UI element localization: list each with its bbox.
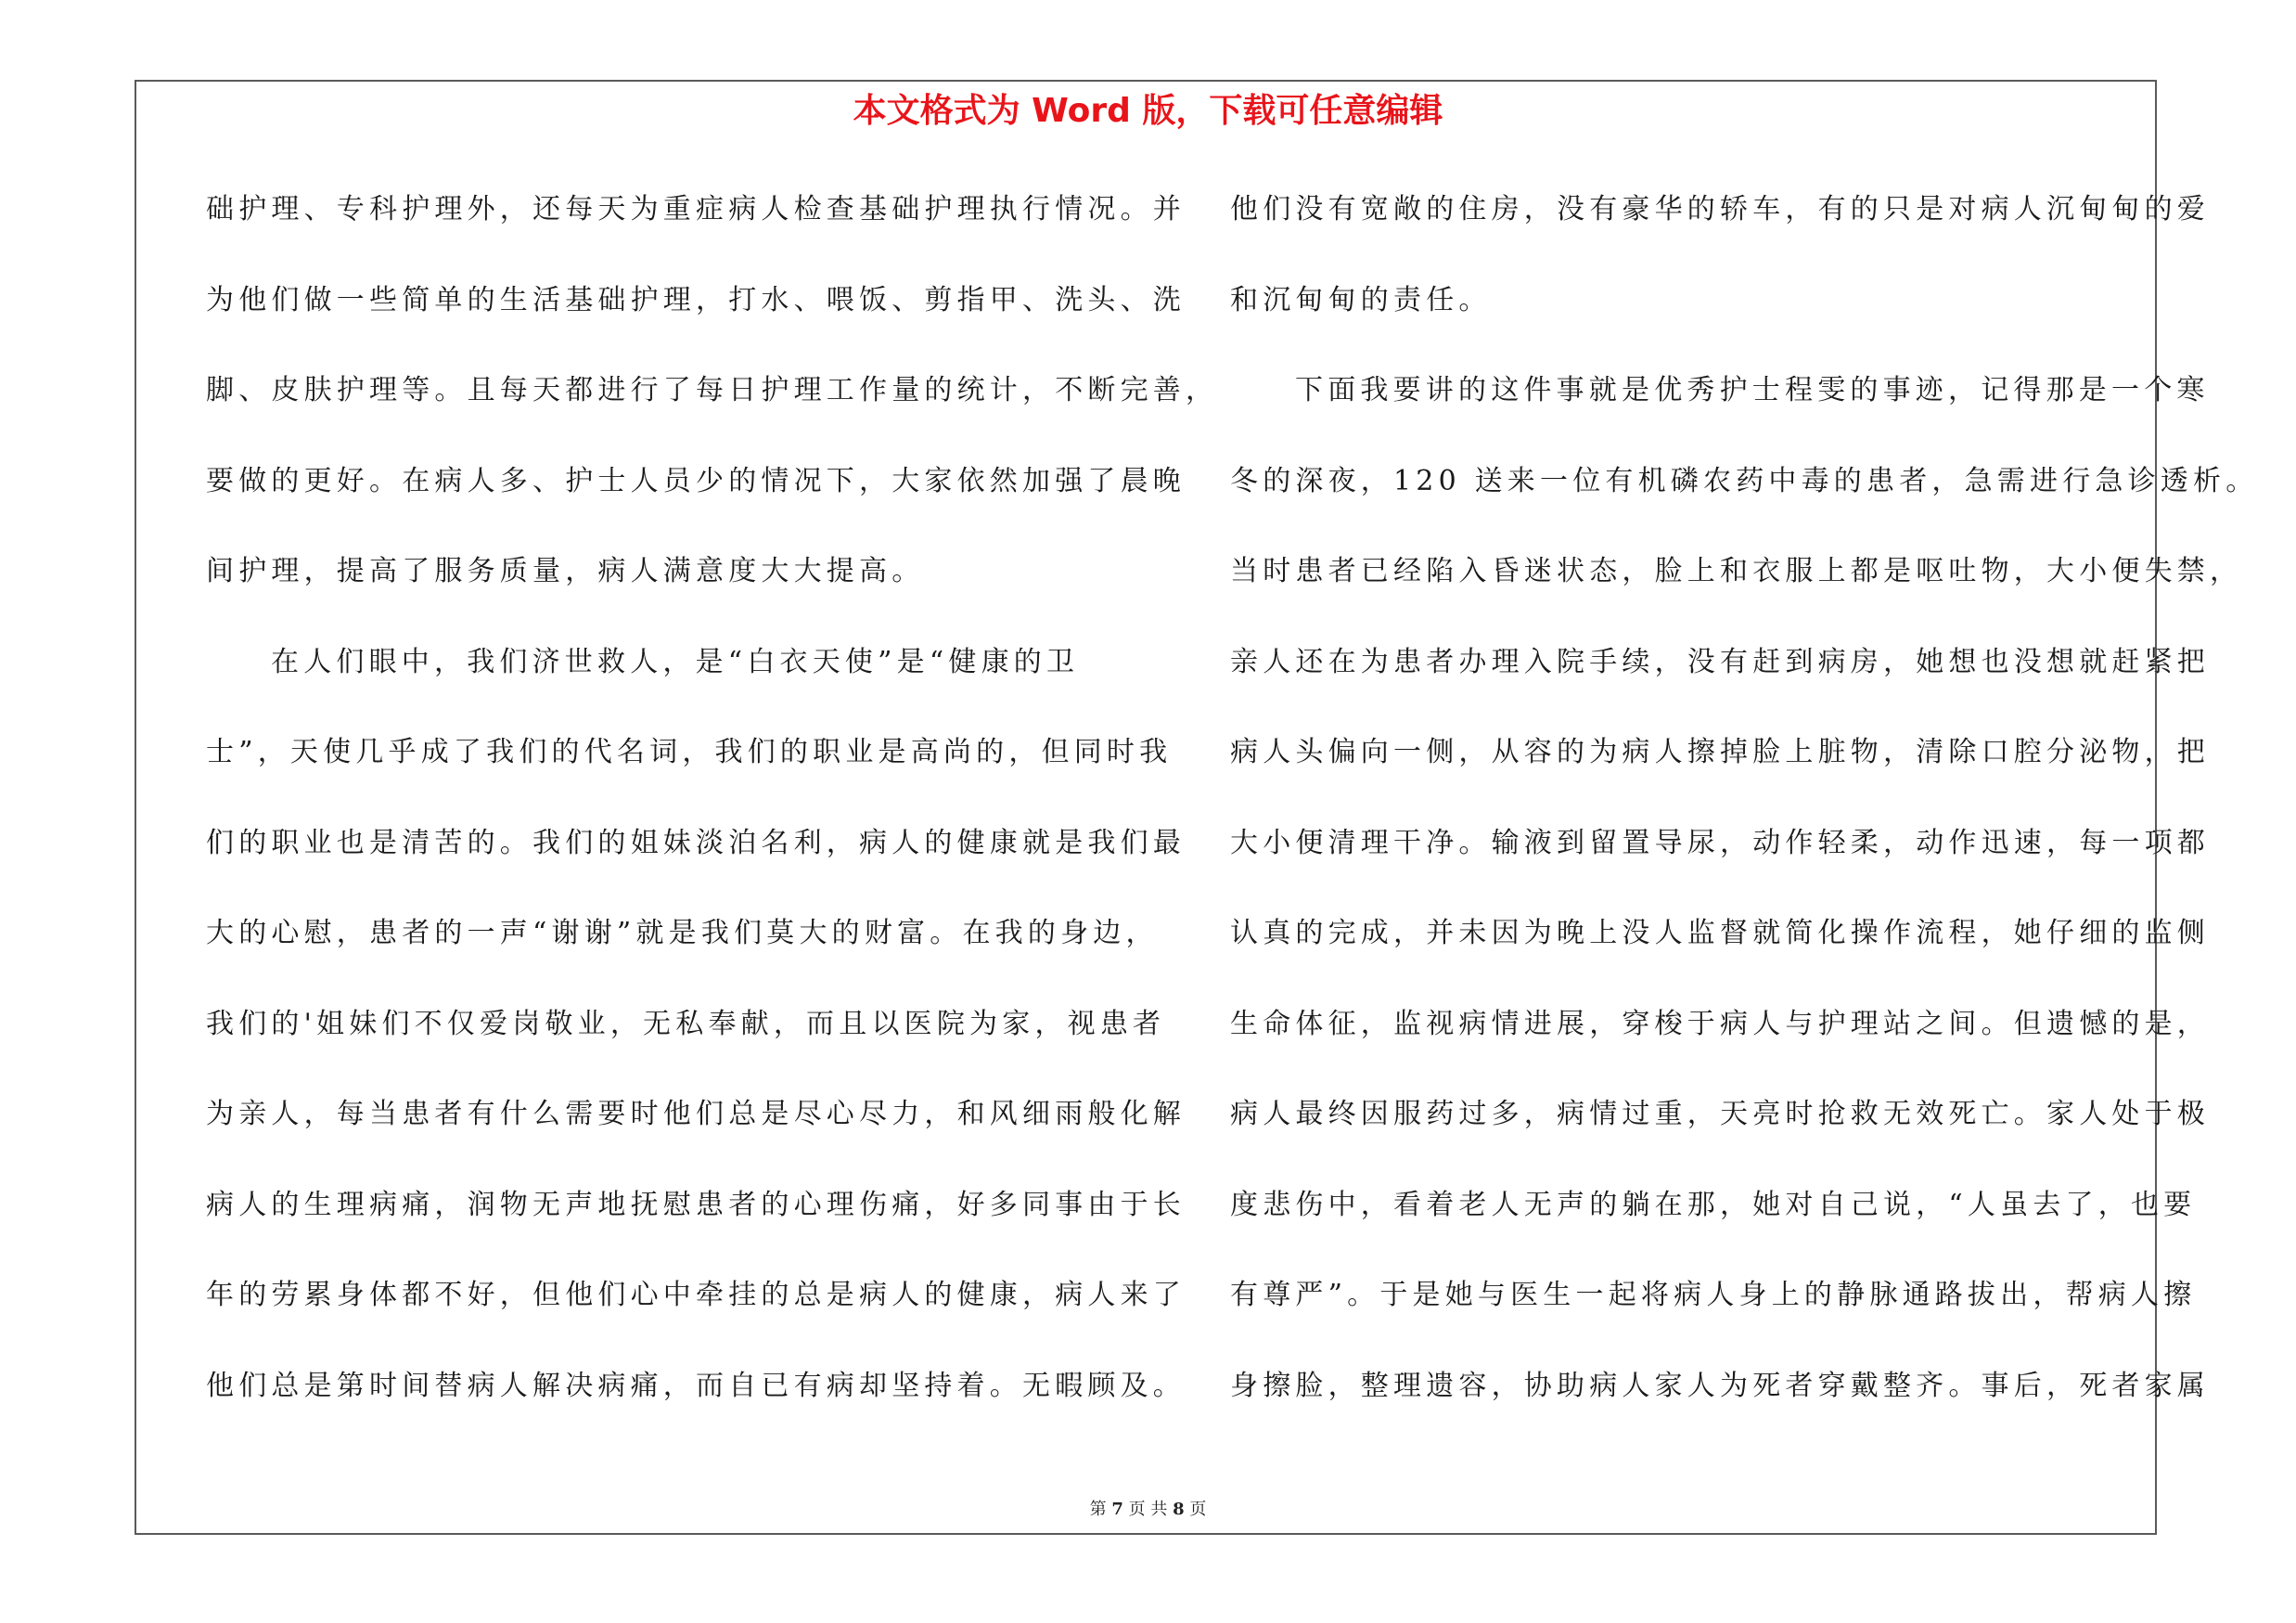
text-line: 他们没有宽敞的住房，没有豪华的轿车，有的只是对病人沉甸甸的爱 — [1230, 193, 2210, 225]
text-line: 为亲人，每当患者有什么需要时他们总是尽心尽力，和风细雨般化解 — [206, 1098, 1186, 1130]
footer-prefix: 第 — [1089, 1500, 1107, 1519]
paragraph-start-line: 在人们眼中，我们济世救人，是“白衣天使”是“健康的卫 — [271, 645, 1080, 678]
text-line: 为他们做一些简单的生活基础护理，打水、喂饭、剪指甲、洗头、洗 — [206, 283, 1186, 316]
text-line: 有尊严”。于是她与医生一起将病人身上的静脉通路拔出，帮病人擦 — [1230, 1279, 2197, 1311]
text-line: 们的职业也是清苦的。我们的姐妹淡泊名利，病人的健康就是我们最 — [206, 826, 1186, 859]
text-line: 大小便清理干净。输液到留置导尿，动作轻柔，动作迅速，每一项都 — [1230, 826, 2210, 859]
footer-middle: 页 共 — [1128, 1500, 1168, 1519]
current-page-number: 7 — [1111, 1500, 1123, 1519]
left-text-column — [206, 182, 1219, 1449]
text-line: 生命体征，监视病情进展，穿梭于病人与护理站之间。但遗憾的是， — [1230, 1007, 2210, 1040]
text-line: 士”，天使几乎成了我们的代名词，我们的职业是高尚的，但同时我 — [206, 736, 1173, 768]
page-header-title: 本文格式为 Word 版，下载可任意编辑 — [853, 92, 1443, 130]
text-line: 度悲伤中，看着老人无声的躺在那，她对自己说，“人虽去了，也要 — [1230, 1188, 2197, 1221]
text-line: 当时患者已经陷入昏迷状态，脸上和衣服上都是呕吐物，大小便失禁， — [1230, 555, 2243, 587]
text-line: 要做的更好。在病人多、护士人员少的情况下，大家依然加强了晨晚 — [206, 464, 1186, 497]
text-line: 础护理、专科护理外，还每天为重症病人检查基础护理执行情况。并 — [206, 193, 1186, 225]
text-line: 认真的完成，并未因为晚上没人监督就简化操作流程，她仔细的监侧 — [1230, 917, 2210, 949]
text-line: 身擦脸，整理遗容，协助病人家人为死者穿戴整齐。事后，死者家属 — [1230, 1369, 2210, 1402]
footer-suffix: 页 — [1189, 1500, 1207, 1519]
text-line: 我们的'姐妹们不仅爱岗敬业，无私奉献，而且以医院为家，视患者 — [206, 1007, 1166, 1040]
page-number-footer — [0, 1497, 2296, 1523]
right-text-column — [1230, 182, 2259, 1449]
text-line: 亲人还在为患者办理入院手续，没有赶到病房，她想也没想就赶紧把 — [1230, 645, 2210, 678]
text-line: 年的劳累身体都不好，但他们心中牵挂的总是病人的健康，病人来了 — [206, 1279, 1186, 1311]
text-line: 脚、皮肤护理等。且每天都进行了每日护理工作量的统计，不断完善， — [206, 374, 1219, 406]
text-line: 病人头偏向一侧，从容的为病人擦掉脸上脏物，清除口腔分泌物，把 — [1230, 736, 2210, 768]
text-line: 和沉甸甸的责任。 — [1230, 283, 1492, 316]
paragraph-start-line: 下面我要讲的这件事就是优秀护士程雯的事迹，记得那是一个寒 — [1295, 374, 2210, 406]
text-line: 他们总是第时间替病人解决病痛，而自已有病却坚持着。无暇顾及。 — [206, 1369, 1186, 1402]
text-line: 病人最终因服药过多，病情过重，天亮时抢救无效死亡。家人处于极 — [1230, 1098, 2210, 1130]
text-line: 冬的深夜，120 送来一位有机磷农药中毒的患者，急需进行急诊透析。 — [1230, 464, 2259, 497]
text-line: 大的心慰，患者的一声“谢谢”就是我们莫大的财富。在我的身边， — [206, 917, 1159, 949]
text-line: 病人的生理病痛，润物无声地抚慰患者的心理伤痛，好多同事由于长 — [206, 1188, 1186, 1221]
text-line: 间护理，提高了服务质量，病人满意度大大提高。 — [206, 555, 925, 587]
total-page-count: 8 — [1173, 1500, 1185, 1519]
